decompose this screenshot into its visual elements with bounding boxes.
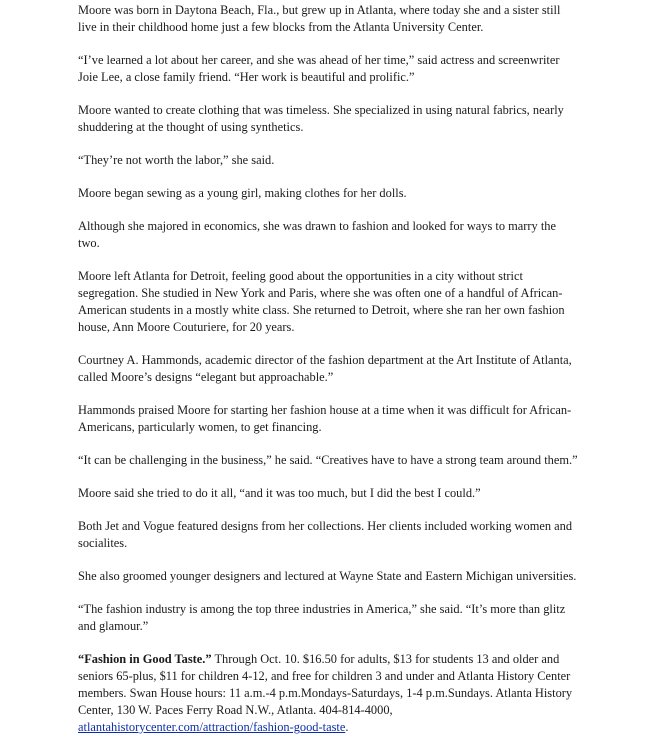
paragraph-did-best: Moore said she tried to do it all, “and it was too much, but I did the best I could.”	[78, 486, 481, 500]
paragraph-hammonds-designs: Courtney A. Hammonds, academic director of the fashion department at the Art Institute of Atlanta, called Moore’s designs “elegant but approachable.”	[78, 353, 572, 384]
event-details: Through Oct. 10. $16.50 for adults, $13 for students 13 and older and seniors 65-plus, $11 for children 4-12, and free for children 3 and under and Atlanta History Center members. Swan House hours: 11 a.m.-4 p.m.Mondays-Saturdays, 1-4 p.m.Sundays. Atlanta History Center, 130 W. Paces Ferry Road N.W., Atlanta. 404-814-4000,	[78, 652, 573, 717]
event-title: “Fashion in Good Taste.”	[78, 652, 212, 666]
event-link[interactable]: atlantahistorycenter.com/attraction/fashion-good-taste	[78, 720, 346, 734]
paragraph-challenging-quote: “It can be challenging in the business,” he said. “Creatives have to have a strong team around them.”	[78, 453, 578, 467]
paragraph-hammonds-praise: Hammonds praised Moore for starting her fashion house at a time when it was difficult for African-Americans, particularly women, to get financing.	[78, 403, 572, 434]
article-body	[78, 2, 578, 736]
paragraph-labor-quote: “They’re not worth the labor,” she said.	[78, 153, 275, 167]
paragraph-jet-vogue: Both Jet and Vogue featured designs from her collections. Her clients included working women and socialites.	[78, 519, 573, 550]
paragraph-lectured: She also groomed younger designers and lectured at Wayne State and Eastern Michigan universities.	[78, 569, 577, 583]
paragraph-industry-quote: “The fashion industry is among the top three industries in America,” she said. “It’s more than glitz and glamour.”	[78, 602, 566, 633]
event-info	[78, 651, 578, 736]
paragraph-sewing-youth: Moore began sewing as a young girl, making clothes for her dolls.	[78, 186, 407, 200]
paragraph-economics: Although she majored in economics, she was drawn to fashion and looked for ways to marry the two.	[78, 219, 556, 250]
paragraph-birthplace: Moore was born in Daytona Beach, Fla., but grew up in Atlanta, where today she and a sister still live in their childhood home just a few blocks from the Atlanta University Center.	[78, 3, 561, 34]
event-link-suffix: .	[345, 720, 349, 734]
paragraph-joie-lee-quote: “I’ve learned a lot about her career, and she was ahead of her time,” said actress and screenwriter Joie Lee, a close family friend. “Her work is beautiful and prolific.”	[78, 53, 560, 84]
paragraph-timeless-clothing: Moore wanted to create clothing that was timeless. She specialized in using natural fabrics, nearly shuddering at the thought of using synthetics.	[78, 103, 564, 134]
paragraph-detroit: Moore left Atlanta for Detroit, feeling good about the opportunities in a city without strict segregation. She studied in New York and Paris, where she was often one of a handful of African-American students in a mostly white class. She returned to Detroit, where she ran her own fashion house, Ann Moore Couturiere, for 20 years.	[78, 269, 565, 334]
